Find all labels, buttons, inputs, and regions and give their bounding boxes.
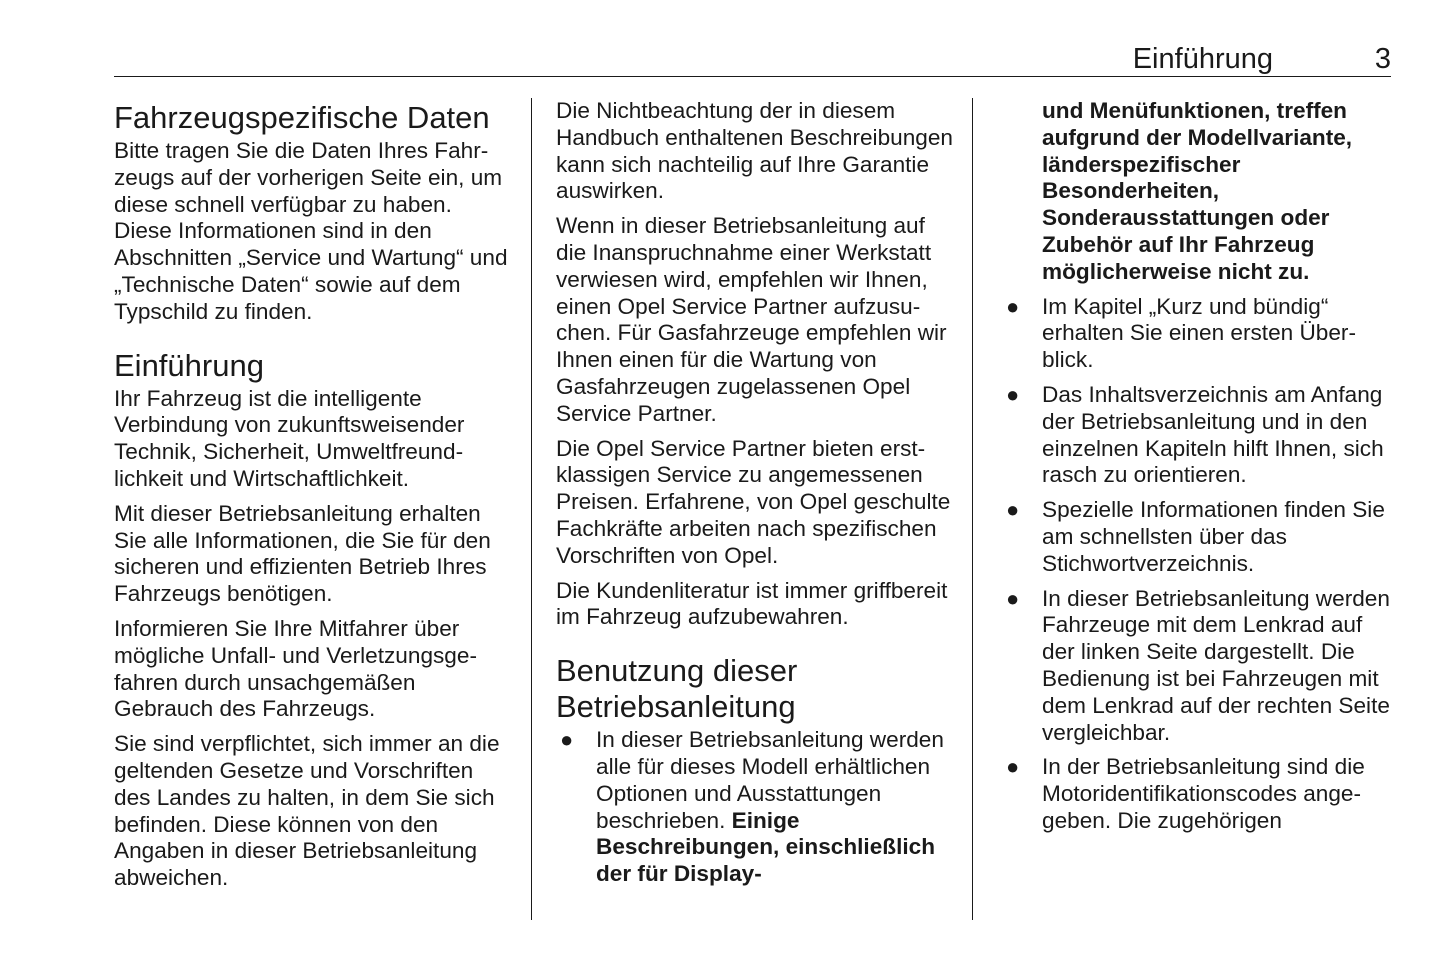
column-3 bbox=[1002, 98, 1394, 843]
paragraph: Die Kundenliteratur ist immer griffbereit im Fahrzeug aufzubewahren. bbox=[556, 577, 948, 630]
list-item-text: In dieser Betriebsanleitung werden Fahrzeuge mit dem Lenkrad auf der linken Seite dargestellt. Die Bedienung ist bei Fahrzeugen mit dem Lenkrad auf der rechten Seite vergleichbar. bbox=[1042, 585, 1390, 745]
heading-vehicle-data: Fahrzeugspezifische Daten bbox=[114, 100, 490, 135]
paragraph: Ihr Fahrzeug ist die intelligente Verbindung von zukunftsweisender Technik, Sicherheit, Umweltfreundlichkeit und Wirtschaftlichkeit. bbox=[114, 385, 465, 491]
list-item bbox=[1002, 497, 1394, 577]
list-item-text: Im Kapitel „Kurz und bündig“ erhalten Sie einen ersten Überblick. bbox=[1042, 293, 1356, 373]
page-header bbox=[114, 40, 1391, 77]
bullet-icon: ● bbox=[1006, 585, 1020, 611]
paragraph: Sie sind verpflichtet, sich immer an die geltenden Gesetze und Vorschriften des Landes zu halten, in dem Sie sich befinden. Diese können von den Angaben in dieser Betriebsanleitung abweichen. bbox=[114, 731, 500, 891]
bullet-list bbox=[556, 727, 956, 888]
list-item-text: In dieser Betriebsanleitung werden alle für dieses Modell erhältlichen Optionen und Ausstattungen beschrieben. bbox=[596, 727, 944, 833]
list-item bbox=[1002, 586, 1394, 747]
bullet-list bbox=[1002, 294, 1394, 835]
list-item bbox=[556, 727, 956, 888]
bullet-icon: ● bbox=[1006, 381, 1020, 407]
bullet-icon: ● bbox=[1006, 293, 1020, 319]
heading-manual-usage: Benutzung dieser Betriebsanleitung bbox=[556, 653, 798, 725]
heading-introduction: Einführung bbox=[114, 347, 264, 383]
paragraph: Mit dieser Betriebsanleitung erhalten Sie alle Informationen, die Sie für den sicheren und effizienten Betrieb Ihres Fahrzeugs benötigen. bbox=[114, 500, 491, 607]
bullet-icon: ● bbox=[560, 727, 574, 753]
header-section-title: Einführung bbox=[1132, 43, 1273, 75]
page-number: 3 bbox=[1374, 43, 1391, 75]
column-2 bbox=[556, 98, 956, 896]
paragraph: Die Nichtbeachtung der in diesem Handbuch enthaltenen Beschreibungen kann sich nachteilig auf Ihre Garantie auswirken. bbox=[556, 98, 953, 204]
column-divider-2 bbox=[972, 98, 973, 920]
list-item-text: Das Inhaltsverzeichnis am Anfang der Betriebsanleitung und in den einzelnen Kapiteln hilft Ihnen, sich rasch zu orientieren. bbox=[1042, 381, 1384, 488]
column-divider-1 bbox=[531, 98, 532, 920]
list-item bbox=[1002, 294, 1394, 374]
list-item-continuation: und Menüfunktionen, treffen aufgrund der Modellvariante, länderspezifischer Besonderheiten, Sonderausstattungen oder Zubehör auf Ihr Fahrzeug möglicherweise nicht zu. bbox=[1042, 98, 1353, 284]
list-item bbox=[1002, 754, 1394, 834]
paragraph: Bitte tragen Sie die Daten Ihres Fahrzeugs auf der vorherigen Seite ein, um diese schnell verfügbar zu haben. Diese Informationen sind in den Abschnitten „Service und Wartung“ und „Technische Daten“ sowie auf dem Typschild zu finden. bbox=[114, 138, 508, 324]
bullet-icon: ● bbox=[1006, 754, 1020, 780]
list-item-text: Spezielle Informationen finden Sie am schnellsten über das Stichwortverzeichnis. bbox=[1042, 497, 1385, 576]
paragraph: Informieren Sie Ihre Mitfahrer über mögliche Unfall- und Verletzungsgefahren durch unsachgemäßen Gebrauch des Fahrzeugs. bbox=[114, 615, 477, 722]
paragraph: Die Opel Service Partner bieten erstklassigen Service zu angemessenen Preisen. Erfahrene, von Opel geschulte Fachkräfte arbeiten nach spezifischen Vorschriften von Opel. bbox=[556, 435, 951, 568]
bullet-icon: ● bbox=[1006, 497, 1020, 523]
column-1 bbox=[114, 98, 514, 900]
list-item-bold-text: Einige Beschreibungen, einschließlich der für Display- bbox=[596, 807, 935, 887]
list-item-text: In der Betriebsanleitung sind die Motoridentifikationscodes angegeben. Die zugehörigen bbox=[1042, 754, 1365, 833]
list-item bbox=[1002, 382, 1394, 489]
paragraph: Wenn in dieser Betriebsanleitung auf die Inanspruchnahme einer Werkstatt verwiesen wird, empfehlen wir Ihnen, einen Opel Service Partner aufzusuchen. Für Gasfahrzeuge empfehlen wir Ihnen einen für die Wartung von Gasfahrzeugen zugelassenen Opel Service Partner. bbox=[556, 213, 947, 426]
